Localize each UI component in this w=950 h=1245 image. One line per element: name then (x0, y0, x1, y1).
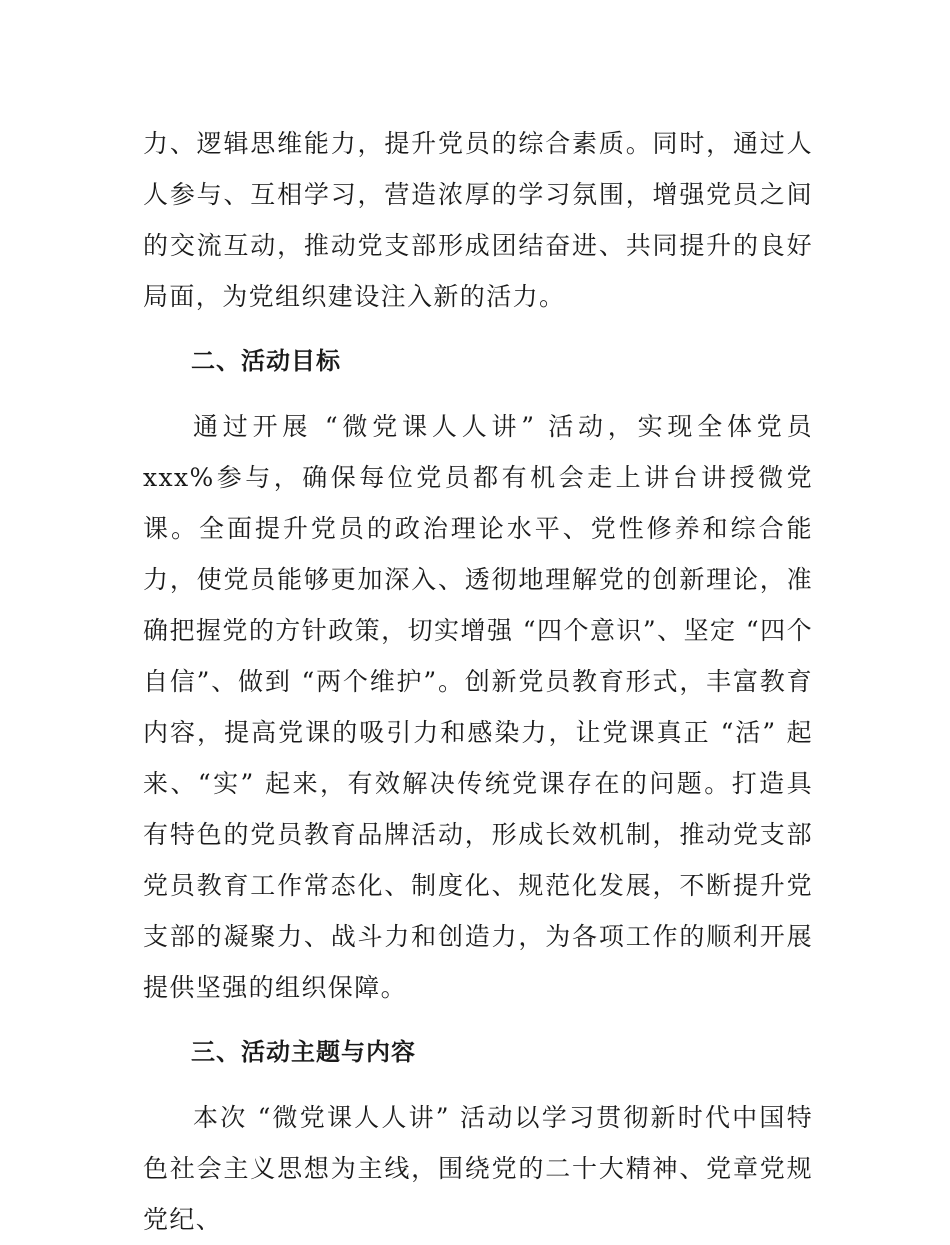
document-body (143, 118, 813, 1245)
section-heading-objectives: 二、活动目标 (191, 347, 341, 375)
objectives-paragraph: 通过开展 “微党课人人讲” 活动，实现全体党员 xxx%参与，确保每位党员都有机会走上讲台讲授微党课。全面提升党员的政治理论水平、党性修养和综合能力，使党员能够更加深入、透彻地理解党的创新理论，准确把握党的方针政策，切实增强 “四个意识”、坚定 “四个自信”、做到 “两个维护”。创新党员教育形式，丰富教育内容，提高党课的吸引力和感染力，让党课真正 “活” 起来、“实” 起来，有效解决传统党课存在的问题。打造具有特色的党员教育品牌活动，形成长效机制，推动党支部党员教育工作常态化、制度化、规范化发展，不断提升党支部的凝聚力、战斗力和创造力，为各项工作的顺利开展提供坚强的组织保障。 (143, 412, 813, 1002)
section-heading-theme-content: 三、活动主题与内容 (191, 1038, 416, 1066)
theme-content-paragraph: 本次 “微党课人人讲” 活动以学习贯彻新时代中国特色社会主义思想为主线，围绕党的二十大精神、党章党规党纪、 (143, 1103, 813, 1234)
continuation-paragraph: 力、逻辑思维能力，提升党员的综合素质。同时，通过人人参与、互相学习，营造浓厚的学习氛围，增强党员之间的交流互动，推动党支部形成团结奋进、共同提升的良好局面，为党组织建设注入新的活力。 (143, 129, 813, 311)
